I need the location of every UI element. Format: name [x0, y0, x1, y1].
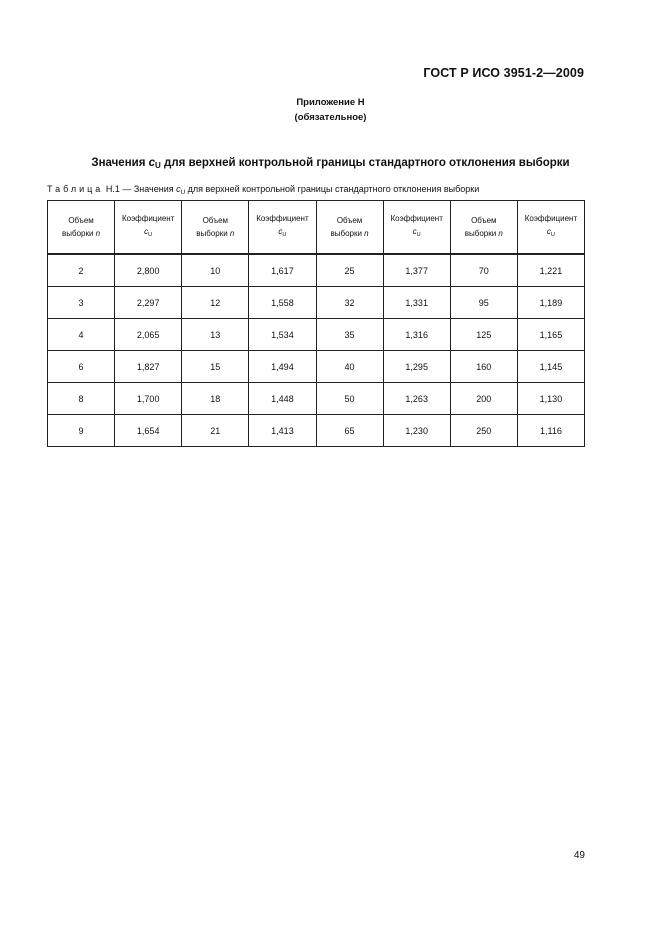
- caption-number: Н.1 — Значения: [105, 184, 177, 194]
- coefficient-cell: 1,189: [517, 287, 584, 319]
- table-row: [48, 287, 585, 319]
- coefficient-cell: 1,116: [517, 415, 584, 447]
- header-text: выборки: [464, 229, 499, 238]
- sample-size-cell: 4: [48, 319, 115, 351]
- sample-size-cell: 32: [316, 287, 383, 319]
- main-title-prefix: Значения: [91, 157, 149, 169]
- table-row: [48, 351, 585, 383]
- header-cell: [48, 201, 115, 255]
- caption-word: Таблица: [47, 184, 104, 194]
- sample-size-cell: 21: [182, 415, 249, 447]
- header-variable: n: [498, 229, 503, 238]
- header-line: [182, 227, 248, 240]
- caption-subscript: U: [180, 189, 186, 196]
- coefficient-cell: 2,800: [115, 254, 182, 287]
- table-row: [48, 254, 585, 287]
- header-symbol: c: [278, 227, 283, 236]
- sample-size-cell: 2: [48, 254, 115, 287]
- header-cell: [115, 201, 182, 255]
- sample-size-cell: 3: [48, 287, 115, 319]
- sample-size-cell: 40: [316, 351, 383, 383]
- header-line: [249, 225, 315, 242]
- coefficient-cell: 1,413: [249, 415, 316, 447]
- sample-size-cell: 12: [182, 287, 249, 319]
- header-symbol: c: [546, 227, 551, 236]
- coefficient-cell: 1,221: [517, 254, 584, 287]
- header-subscript: U: [416, 232, 421, 238]
- table-row: [48, 319, 585, 351]
- header-row: [48, 201, 585, 255]
- sample-size-cell: 250: [450, 415, 517, 447]
- coefficient-cell: 1,827: [115, 351, 182, 383]
- header-line: Коэффициент: [121, 214, 175, 223]
- page-number: 49: [573, 850, 585, 861]
- coefficient-cell: 1,295: [383, 351, 450, 383]
- header-variable: n: [229, 229, 235, 238]
- coefficient-cell: 1,230: [383, 415, 450, 447]
- header-line: Коэффициент: [256, 214, 309, 223]
- annex-status: (обязательное): [294, 112, 367, 123]
- coefficient-cell: 1,617: [249, 254, 316, 287]
- coefficient-cell: 2,297: [115, 287, 182, 319]
- caption-suffix: для верхней контрольной границы стандартного отклонения выборки: [185, 184, 480, 194]
- header-symbol: c: [412, 227, 417, 236]
- main-title-symbol: c: [148, 157, 156, 169]
- sample-size-cell: 15: [182, 351, 249, 383]
- header-subscript: U: [550, 232, 555, 238]
- sample-size-cell: 10: [182, 254, 249, 287]
- header-line: [48, 227, 114, 240]
- header-subscript: U: [148, 232, 153, 238]
- coefficient-cell: 1,377: [383, 254, 450, 287]
- sample-size-cell: 70: [450, 254, 517, 287]
- table-row: [48, 383, 585, 415]
- sample-size-cell: 200: [450, 383, 517, 415]
- header-text: выборки: [196, 229, 230, 238]
- header-cell: [450, 201, 517, 255]
- main-title: [0, 157, 661, 170]
- header-line: [518, 225, 584, 242]
- coefficient-cell: 1,263: [383, 383, 450, 415]
- sample-size-cell: 35: [316, 319, 383, 351]
- sample-size-cell: 9: [48, 415, 115, 447]
- header-text: выборки: [62, 229, 96, 238]
- document-code: ГОСТ Р ИСО 3951-2—2009: [423, 66, 584, 80]
- header-line: [115, 225, 181, 242]
- coefficient-cell: 1,145: [517, 351, 584, 383]
- coefficient-cell: 1,494: [249, 351, 316, 383]
- sample-size-cell: 25: [316, 254, 383, 287]
- sample-size-cell: 8: [48, 383, 115, 415]
- coefficient-cell: 2,065: [115, 319, 182, 351]
- coefficient-cell: 1,534: [249, 319, 316, 351]
- header-variable: n: [364, 229, 369, 238]
- table-caption: [47, 184, 479, 196]
- header-cell: [383, 201, 450, 255]
- header-cell: [249, 201, 316, 255]
- coefficient-cell: 1,165: [517, 319, 584, 351]
- table-body: [48, 254, 585, 447]
- table-header: [48, 201, 585, 255]
- sample-size-cell: 95: [450, 287, 517, 319]
- coefficient-cell: 1,700: [115, 383, 182, 415]
- header-line: Коэффициент: [390, 214, 443, 223]
- coefficient-cell: 1,316: [383, 319, 450, 351]
- main-title-subscript: U: [155, 161, 161, 170]
- header-cell: [182, 201, 249, 255]
- sample-size-cell: 6: [48, 351, 115, 383]
- header-cell: [517, 201, 584, 255]
- coefficient-cell: 1,448: [249, 383, 316, 415]
- header-line: Объем: [471, 216, 497, 225]
- header-symbol: c: [144, 227, 149, 236]
- header-variable: n: [95, 229, 101, 238]
- sample-size-cell: 50: [316, 383, 383, 415]
- header-line: Объем: [336, 216, 363, 225]
- main-title-suffix: для верхней контрольной границы стандартного отклонения выборки: [160, 157, 570, 169]
- sample-size-cell: 18: [182, 383, 249, 415]
- coefficient-cell: 1,558: [249, 287, 316, 319]
- sample-size-cell: 160: [450, 351, 517, 383]
- coefficient-cell: 1,654: [115, 415, 182, 447]
- sample-size-cell: 125: [450, 319, 517, 351]
- header-line: Объем: [68, 216, 94, 225]
- header-subscript: U: [282, 232, 287, 238]
- sample-size-cell: 65: [316, 415, 383, 447]
- header-cell: [316, 201, 383, 255]
- sample-size-cell: 13: [182, 319, 249, 351]
- annex-heading: [0, 95, 661, 125]
- header-line: [317, 227, 383, 240]
- header-line: Коэффициент: [524, 214, 578, 223]
- header-line: Объем: [202, 216, 229, 225]
- annex-title: Приложение Н: [296, 97, 365, 108]
- caption-symbol: c: [176, 184, 181, 194]
- table-row: [48, 415, 585, 447]
- coefficients-table: [47, 200, 585, 447]
- coefficient-cell: 1,130: [517, 383, 584, 415]
- header-text: выборки: [330, 229, 365, 238]
- coefficient-cell: 1,331: [383, 287, 450, 319]
- header-line: [451, 227, 517, 240]
- header-line: [384, 225, 450, 242]
